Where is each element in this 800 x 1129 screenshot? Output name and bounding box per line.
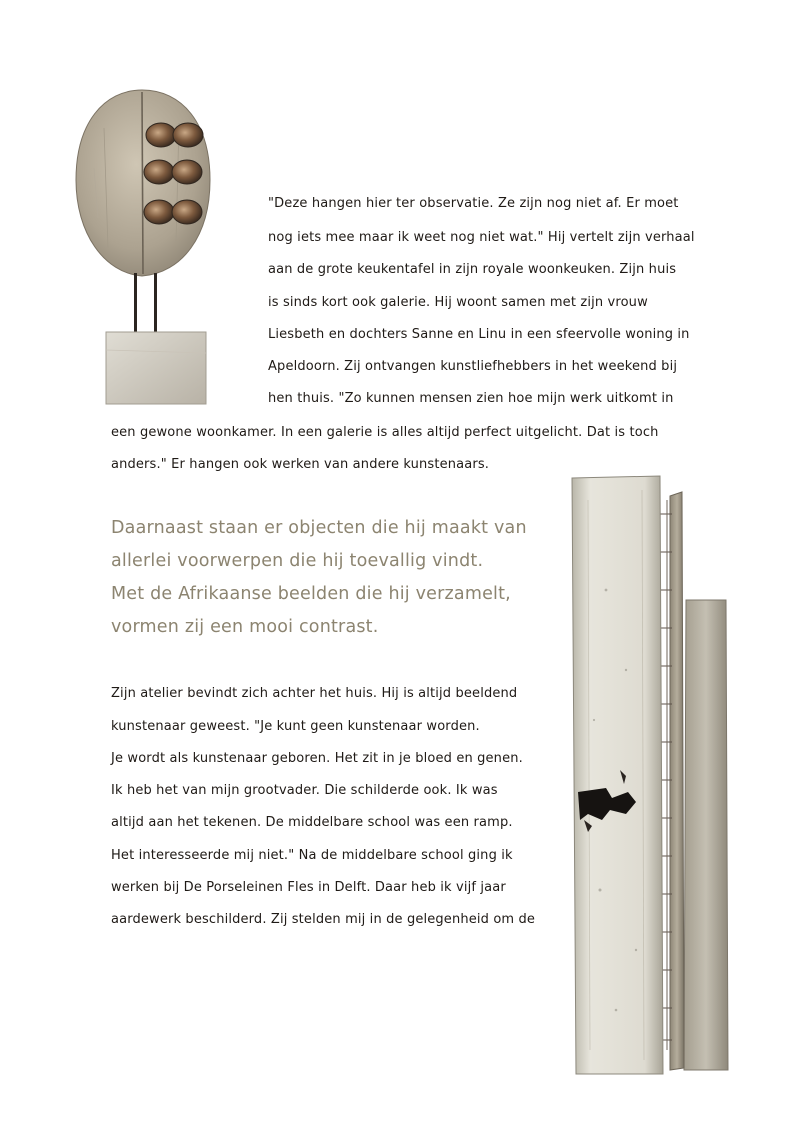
pull-quote-line: allerlei voorwerpen die hij toevallig vindt.	[111, 551, 484, 571]
article-line: Je wordt als kunstenaar geboren. Het zit in je bloed en genen.	[111, 751, 523, 766]
article-line: "Deze hangen hier ter observatie. Ze zijn nog niet af. Er moet	[268, 196, 679, 211]
article-line: werken bij De Porseleinen Fles in Delft. Daar heb ik vijf jaar	[111, 880, 506, 895]
article-line: aan de grote keukentafel in zijn royale woonkeuken. Zijn huis	[268, 262, 677, 277]
pull-quote-line: vormen zij een mooi contrast.	[111, 617, 379, 637]
article-line: hen thuis. "Zo kunnen mensen zien hoe mijn werk uitkomt in	[268, 391, 674, 406]
article-line: anders." Er hangen ook werken van andere kunstenaars.	[111, 457, 490, 472]
article-line: kunstenaar geweest. "Je kunt geen kunstenaar worden.	[111, 719, 480, 734]
round-sculpture-image	[74, 88, 214, 408]
article-line: is sinds kort ook galerie. Hij woont samen met zijn vrouw	[268, 295, 648, 310]
article-line: Liesbeth en dochters Sanne en Linu in een sfeervolle woning in	[268, 327, 690, 342]
article-line: aardewerk beschilderd. Zij stelden mij in de gelegenheid om de	[111, 912, 536, 927]
article-line: altijd aan het tekenen. De middelbare school was een ramp.	[111, 815, 513, 830]
article-line: Ik heb het van mijn grootvader. Die schilderde ook. Ik was	[111, 783, 498, 798]
pull-quote-line: Met de Afrikaanse beelden die hij verzamelt,	[111, 584, 511, 604]
article-line: Zijn atelier bevindt zich achter het huis. Hij is altijd beeldend	[111, 686, 518, 701]
article-line: Apeldoorn. Zij ontvangen kunstliefhebbers in het weekend bij	[268, 359, 678, 374]
pull-quote-line: Daarnaast staan er objecten die hij maakt van	[111, 518, 527, 538]
article-line: Het interesseerde mij niet." Na de middelbare school ging ik	[111, 848, 513, 863]
plank-sculpture-image	[566, 470, 732, 1076]
article-line: nog iets mee maar ik weet nog niet wat." Hij vertelt zijn verhaal	[268, 230, 695, 245]
article-line: een gewone woonkamer. In een galerie is alles altijd perfect uitgelicht. Dat is toch	[111, 425, 659, 440]
